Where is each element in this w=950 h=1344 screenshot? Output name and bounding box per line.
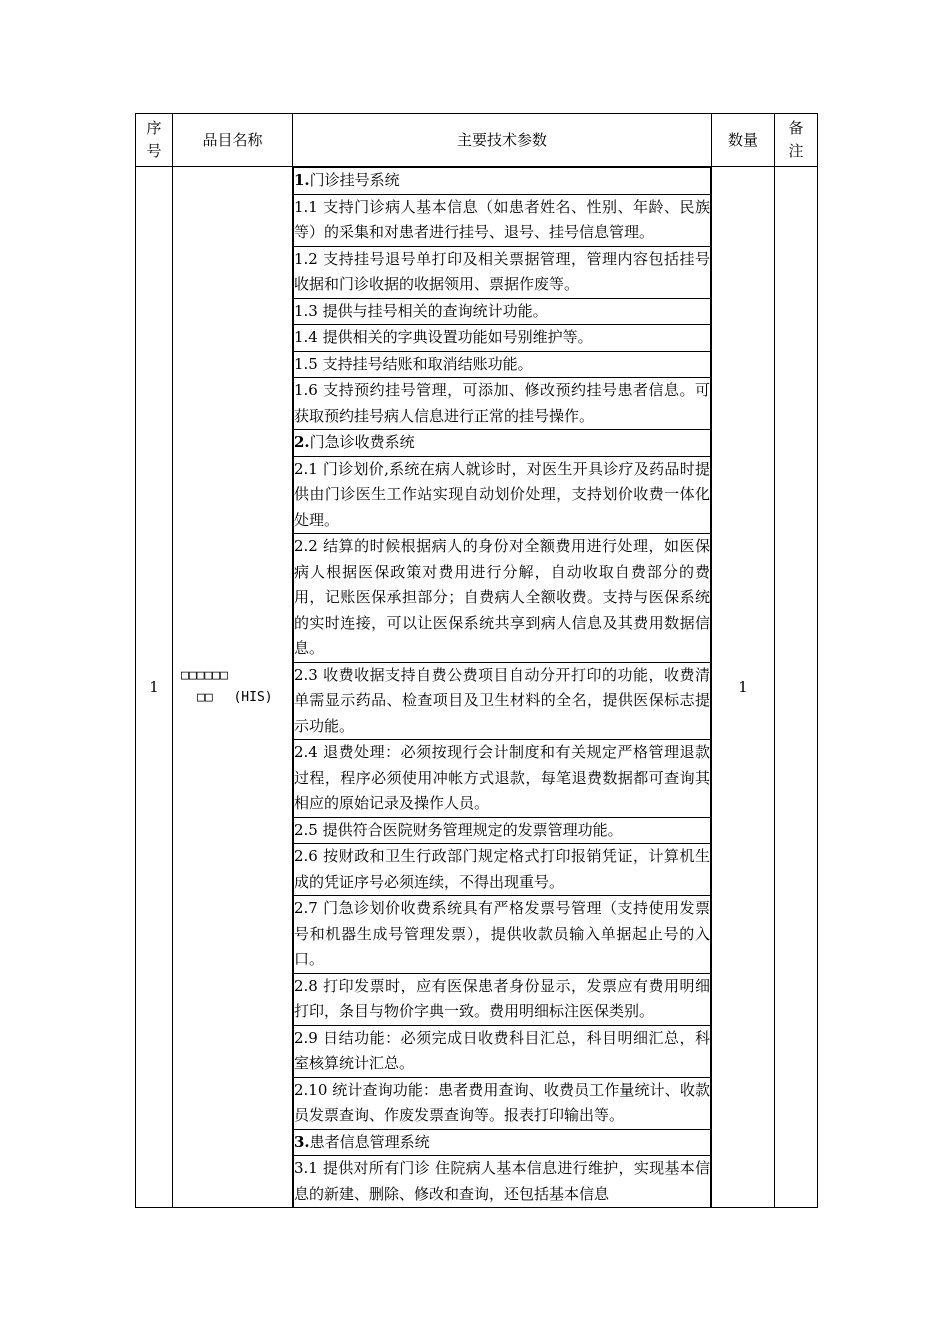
header-note: 备注 [775, 114, 818, 167]
param-section-label: 门诊挂号系统 [309, 171, 400, 189]
param-row [294, 456, 711, 534]
param-section-row [294, 430, 711, 457]
header-qty: 数量 [712, 114, 775, 167]
param-row [294, 973, 711, 1025]
param-row [294, 246, 711, 298]
param-text: 2.7 门急诊划价收费系统具有严格发票号管理（支持使用发票号和机器生成号管理发票），提供收款员输入单据起止号的入口。 [294, 896, 711, 974]
table-header-row [136, 114, 818, 167]
params-list [293, 167, 711, 1207]
table-row [136, 167, 818, 1208]
row-note [775, 167, 818, 1208]
param-section-number: 1. [294, 171, 310, 189]
param-row [294, 378, 711, 430]
param-text: 2.10 统计查询功能：患者费用查询、收费员工作量统计、收款员发票查询、作废发票查询等。报表打印输出等。 [294, 1077, 711, 1129]
row-qty: 1 [712, 167, 775, 1208]
param-text: 2.2 结算的时候根据病人的身份对全额费用进行处理，如医保病人根据医保政策对费用进行分解，自动收取自费部分的费用，记账医保承担部分；自费病人全额收费。支持与医保系统的实时连接，可以让医保系统共享到病人信息及其费用数据信息。 [294, 534, 711, 663]
param-text: 3.1 提供对所有门诊 住院病人基本信息进行维护，实现基本信息的新建、删除、修改和查询，还包括基本信息 [294, 1156, 711, 1208]
param-text: 1.5 支持挂号结账和取消结账功能。 [294, 351, 711, 378]
param-text: 2.6 按财政和卫生行政部门规定格式打印报销凭证，计算机生成的凭证序号必须连续，不得出现重号。 [294, 844, 711, 896]
param-row [294, 298, 711, 325]
param-section-number: 3. [294, 1132, 310, 1151]
param-row [294, 1156, 711, 1208]
param-text: 1.1 支持门诊病人基本信息（如患者姓名、性别、年龄、民族等）的采集和对患者进行挂号、退号、挂号信息管理。 [294, 194, 711, 246]
param-row [294, 325, 711, 352]
param-text: 1.6 支持预约挂号管理，可添加、修改预约挂号患者信息。可获取预约挂号病人信息进行正常的挂号操作。 [294, 378, 711, 430]
param-row [294, 194, 711, 246]
param-section-row [294, 1129, 711, 1156]
row-name-line2: □□ (HIS) [197, 690, 273, 705]
param-text: 2.4 退费处理：必须按现行会计制度和有关规定严格管理退款过程，程序必须使用冲帐方式退款，每笔退费数据都可查询其相应的原始记录及操作人员。 [294, 740, 711, 818]
param-text: 2.1 门诊划价,系统在病人就诊时，对医生开具诊疗及药品时提供由门诊医生工作站实现自动划价处理，支持划价收费一体化处理。 [294, 456, 711, 534]
row-no: 1 [136, 167, 173, 1208]
param-text: 1.2 支持挂号退号单打印及相关票据管理，管理内容包括挂号收据和门诊收据的收据领用、票据作废等。 [294, 246, 711, 298]
row-name-cell [173, 167, 293, 1208]
param-section-title [294, 430, 711, 457]
param-section-title [294, 1129, 711, 1156]
procurement-spec-table [135, 113, 818, 1208]
param-row [294, 351, 711, 378]
param-text: 2.9 日结功能：必须完成日收费科目汇总，科目明细汇总，科室核算统计汇总。 [294, 1025, 711, 1077]
param-row [294, 662, 711, 740]
param-row [294, 844, 711, 896]
param-row [294, 534, 711, 663]
param-text: 2.3 收费收据支持自费公费项目自动分开打印的功能，收费清单需显示药品、检查项目及卫生材料的全名，提供医保标志提示功能。 [294, 662, 711, 740]
param-section-row [294, 168, 711, 195]
param-row [294, 896, 711, 974]
param-row [294, 740, 711, 818]
param-row [294, 817, 711, 844]
param-row [294, 1025, 711, 1077]
param-row [294, 1077, 711, 1129]
param-section-label: 门急诊收费系统 [309, 433, 415, 451]
param-text: 2.5 提供符合医院财务管理规定的发票管理功能。 [294, 817, 711, 844]
header-params: 主要技术参数 [293, 114, 712, 167]
row-params-cell [293, 167, 712, 1208]
header-name: 品目名称 [173, 114, 293, 167]
param-text: 1.3 提供与挂号相关的查询统计功能。 [294, 298, 711, 325]
param-section-title [294, 168, 711, 195]
header-no: 序号 [136, 114, 173, 167]
row-name-line1: □□□□□□ [181, 668, 228, 683]
param-section-label: 患者信息管理系统 [309, 1132, 430, 1151]
param-text: 2.8 打印发票时，应有医保患者身份显示，发票应有费用明细打印，条目与物价字典一致。费用明细标注医保类别。 [294, 973, 711, 1025]
param-text: 1.4 提供相关的字典设置功能如号别维护等。 [294, 325, 711, 352]
param-section-number: 2. [294, 433, 310, 451]
